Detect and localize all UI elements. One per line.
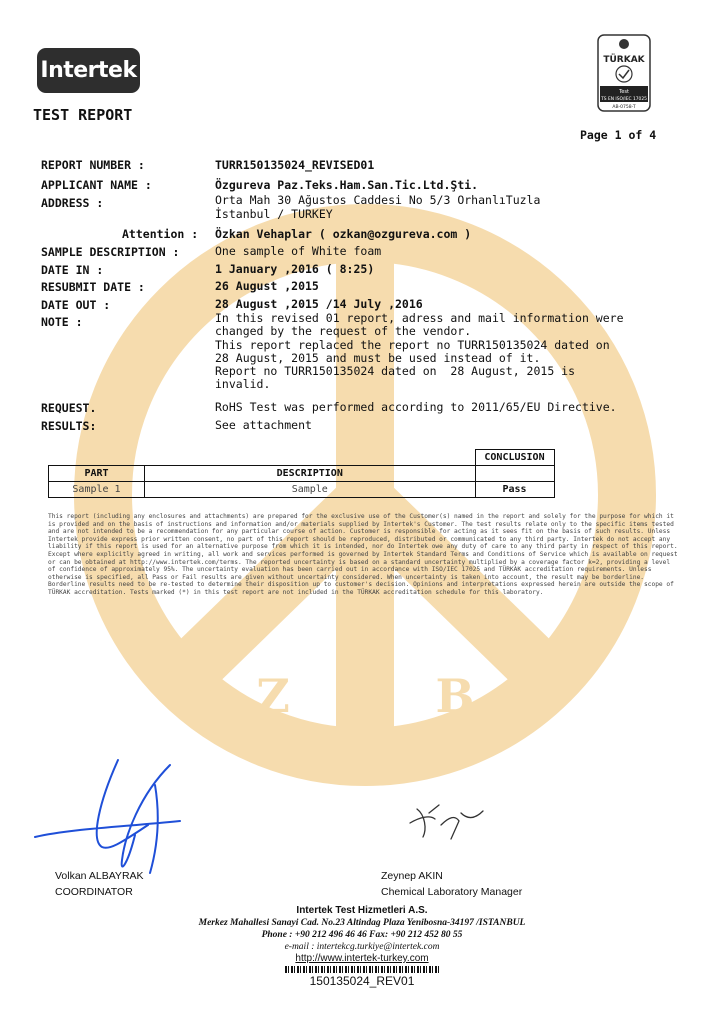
watermark-letter-z: Z <box>256 669 290 723</box>
footer-phone: Phone : +90 212 496 46 46 Fax: +90 212 452 80 55 <box>261 930 463 940</box>
row-description: Sample <box>145 482 476 498</box>
disclaimer-text: This report (including any enclosures and attachments) are prepared for the exclusive use of the Customer(s) named in the report and solely for the purpose for which it is provided and on the basis of instructions and information and/or materials supplied by Intertek's Customer. The test results relate only to the specific items tested and are not intended to be a recommendation for any particular course of action. Customer is responsible for acting as it sees fit on the basis of such results. Unless Intertek provide express prior written consent, no part of this report should be reproduced, distributed or communicated to any third party. Intertek do not accept any liability if this report is used for an alternative purpose from which it is intended, nor do Intertek owe any duty of care to any third party in respect of this report. Except where explicitly agreed in writing, all work and services performed is governed by Intertek Standard Terms and Conditions of Service which is available on request or can be obtained at http://www.intertek.com/terms. The reported uncertainty is based on a standard uncertainty multiplied by a coverage factor k=2, providing a level of confidence of approximately 95%. The uncertainty evaluation has been carried out in accordance with ISO/IEC 17025 and TÜRKAK accreditation requirements. Unless otherwise is specified, all Pass or Fail results are given without uncertainty considered. When uncertainty is taken into account, the result may be borderline. Borderline results need to be re-tested to determine their disposition up to customer's decision. Opinions and interpretations expressed herein are outside the scope of TÜRKAK accreditation. Tests marked (*) in this test report are not included in the TÜRKAK accreditation schedule for this laboratory. <box>48 513 678 596</box>
conclusion-header-spacer <box>475 466 554 482</box>
results-label: RESULTS: <box>41 419 97 433</box>
date-out-value: 28 August ,2015 /14 July ,2016 <box>215 297 423 311</box>
report-title: TEST REPORT <box>33 106 133 124</box>
report-number-label: REPORT NUMBER : <box>41 158 145 172</box>
date-in-value: 1 January ,2016 ( 8:25) <box>215 262 375 276</box>
barcode-icon <box>285 966 440 973</box>
address-label: ADDRESS : <box>41 196 104 210</box>
note-value: In this revised 01 report, adress and mail information were changed by the request of the vendor. This report replaced the report no TURR150135024 dated on 28 August, 2015 and must be used instead of it. Report no TURR150135024 dated on 28 August, 2015 is invalid. <box>215 311 624 392</box>
turkak-accreditation-icon <box>597 34 651 112</box>
request-value: RoHS Test was performed according to 2011/65/EU Directive. <box>215 400 617 414</box>
right-signatory-name: Zeynep AKIN <box>381 870 443 882</box>
row-conclusion: Pass <box>475 482 554 498</box>
note-label: NOTE : <box>41 315 83 329</box>
left-signatory-title: COORDINATOR <box>55 886 133 898</box>
turkak-line2: TS EN ISO/IEC 17025 <box>601 97 647 102</box>
footer-website-link[interactable]: http://www.intertek-turkey.com <box>295 953 429 964</box>
table-row <box>49 482 555 498</box>
turkak-name: TÜRKAK <box>603 55 645 65</box>
signature-akin <box>405 795 495 845</box>
address-line-1: Orta Mah 30 Ağustos Caddesi No 5/3 OrhanlıTuzla <box>215 193 541 207</box>
row-part: Sample 1 <box>49 482 145 498</box>
description-header: DESCRIPTION <box>145 466 476 482</box>
date-in-label: DATE IN : <box>41 263 104 277</box>
results-table <box>48 449 555 498</box>
request-label: REQUEST. <box>41 401 97 415</box>
footer-email: e-mail : intertekcg.turkiye@intertek.com <box>284 942 440 952</box>
left-signatory-name: Volkan ALBAYRAK <box>55 870 144 882</box>
watermark-letter-b: B <box>435 669 475 723</box>
report-number-value: TURR150135024_REVISED01 <box>215 158 375 172</box>
footer-doc-code: 150135024_REV01 <box>309 974 415 988</box>
resubmit-date-value: 26 August ,2015 <box>215 279 319 293</box>
intertek-logo <box>37 48 140 93</box>
page-number: Page 1 of 4 <box>580 128 657 142</box>
results-value: See attachment <box>215 418 312 432</box>
applicant-value: Özgureva Paz.Teks.Ham.San.Tic.Ltd.Şti. <box>215 178 479 192</box>
attention-label: Attention : <box>122 227 199 241</box>
turkak-line1: Test <box>619 89 629 95</box>
attention-value: Özkan Vehaplar ( ozkan@ozgureva.com ) <box>215 227 472 241</box>
right-signatory-title: Chemical Laboratory Manager <box>381 886 523 898</box>
footer-company: Intertek Test Hizmetleri A.S. <box>296 905 428 916</box>
applicant-label: APPLICANT NAME : <box>41 178 152 192</box>
logo-text: Intertek <box>40 58 137 83</box>
resubmit-date-label: RESUBMIT DATE : <box>41 280 145 294</box>
address-line-2: İstanbul / TURKEY <box>215 207 333 221</box>
footer-address: Merkez Mahallesi Sanayi Cad. No.23 Altindag Plaza Yenibosna-34197 /ISTANBUL <box>198 918 526 928</box>
date-out-label: DATE OUT : <box>41 298 111 312</box>
sample-description-value: One sample of White foam <box>215 244 382 258</box>
sample-description-label: SAMPLE DESCRIPTION : <box>41 245 180 259</box>
conclusion-header: CONCLUSION <box>475 450 554 466</box>
part-header: PART <box>49 466 145 482</box>
turkak-line3: AB-0758-T <box>612 105 636 110</box>
